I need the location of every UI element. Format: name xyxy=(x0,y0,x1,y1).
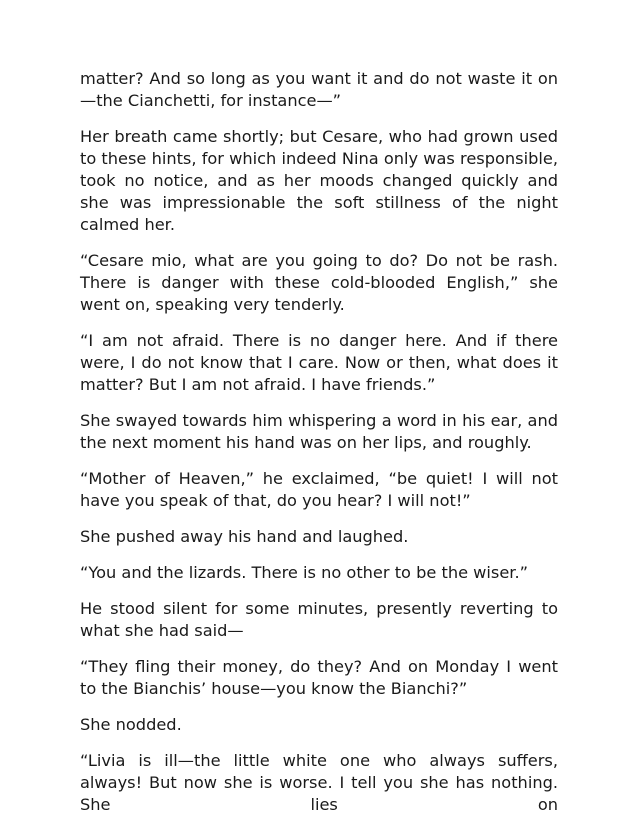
paragraph: “They fling their money, do they? And on Monday I went to the Bianchis’ house—you know the Bianchi?” xyxy=(80,657,558,698)
paragraph: She swayed towards him whispering a word in his ear, and the next moment his hand was on her lips, and roughly. xyxy=(80,411,558,452)
paragraph: matter? And so long as you want it and do not waste it on—the Cianchetti, for instance—” xyxy=(80,69,558,110)
paragraph: He stood silent for some minutes, presently reverting to what she had said— xyxy=(80,599,558,640)
paragraph: “I am not afraid. There is no danger here. And if there were, I do not know that I care. Now or then, what does it matter? But I am not afraid. I have friends.” xyxy=(80,331,558,394)
paragraph: “Mother of Heaven,” he exclaimed, “be quiet! I will not have you speak of that, do you hear? I will not!” xyxy=(80,469,558,510)
paragraph: She pushed away his hand and laughed. xyxy=(80,527,409,546)
paragraph: Her breath came shortly; but Cesare, who had grown used to these hints, for which indeed Nina only was responsible, took no notice, and as her moods changed quickly and she was impressionable the soft stillness of the night calmed her. xyxy=(80,127,558,234)
page-body xyxy=(80,68,558,830)
paragraph: She nodded. xyxy=(80,715,182,734)
paragraph: “Livia is ill—the little white one who always suffers, always! But now she is worse. I tell you she has nothing. She lies on xyxy=(80,751,558,814)
paragraph: “You and the lizards. There is no other to be the wiser.” xyxy=(80,563,529,582)
paragraph: “Cesare mio, what are you going to do? Do not be rash. There is danger with these cold-blooded English,” she went on, speaking very tenderly. xyxy=(80,251,558,314)
